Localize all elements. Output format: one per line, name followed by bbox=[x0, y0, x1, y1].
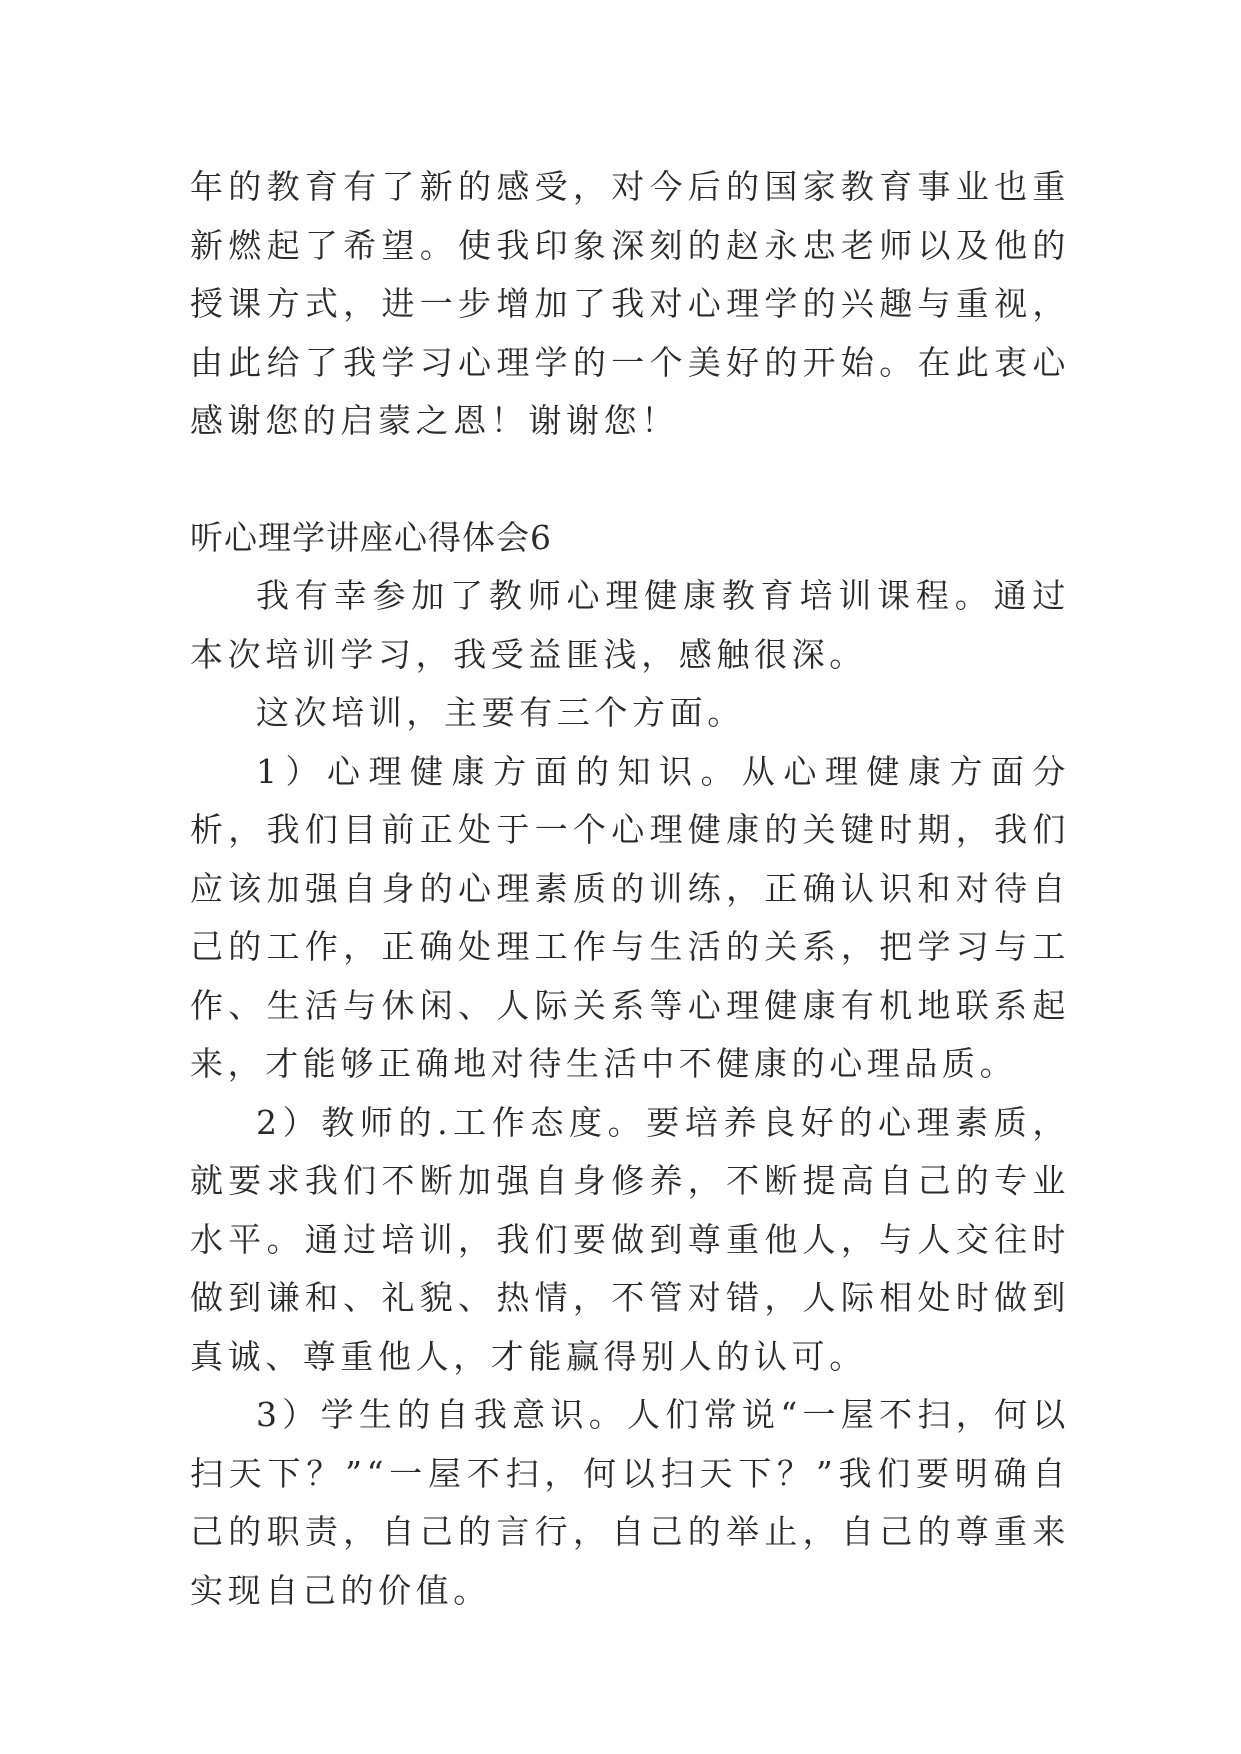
paragraph-point-2: 2）教师的.工作态度。要培养良好的心理素质，就要求我们不断加强自身修养，不断提高自己的专业水平。通过培训，我们要做到尊重他人，与人交往时做到谦和、礼貌、热情，不管对错，人际相处时做到真诚、尊重他人，才能赢得别人的认可。 bbox=[190, 1102, 1070, 1376]
paragraph-point-1: 1）心理健康方面的知识。从心理健康方面分析，我们目前正处于一个心理健康的关键时期，我们应该加强自身的心理素质的训练，正确认识和对待自己的工作，正确处理工作与生活的关系，把学习与工作、生活与休闲、人际关系等心理健康有机地联系起来，才能够正确地对待生活中不健康的心理品质。 bbox=[190, 751, 1070, 1083]
paragraph-overview: 这次培训，主要有三个方面。 bbox=[256, 693, 745, 732]
section-spacer bbox=[190, 451, 1070, 509]
continued-paragraph: 年的教育有了新的感受，对今后的国家教育事业也重新燃起了希望。使我印象深刻的赵永忠老师以及他的授课方式，进一步增加了我对心理学的兴趣与重视，由此给了我学习心理学的一个美好的开始。在此衷心感谢您的启蒙之恩！谢谢您！ bbox=[190, 167, 1070, 440]
paragraph-point-3: 3）学生的自我意识。人们常说“一屋不扫，何以扫天下？”“一屋不扫，何以扫天下？”我们要明确自己的职责，自己的言行，自己的举止，自己的尊重来实现自己的价值。 bbox=[190, 1395, 1070, 1610]
section-title: 听心理学讲座心得体会6 bbox=[190, 517, 552, 557]
document-body bbox=[190, 158, 1070, 1620]
paragraph-intro: 我有幸参加了教师心理健康教育培训课程。通过本次培训学习，我受益匪浅，感触很深。 bbox=[190, 576, 1070, 674]
